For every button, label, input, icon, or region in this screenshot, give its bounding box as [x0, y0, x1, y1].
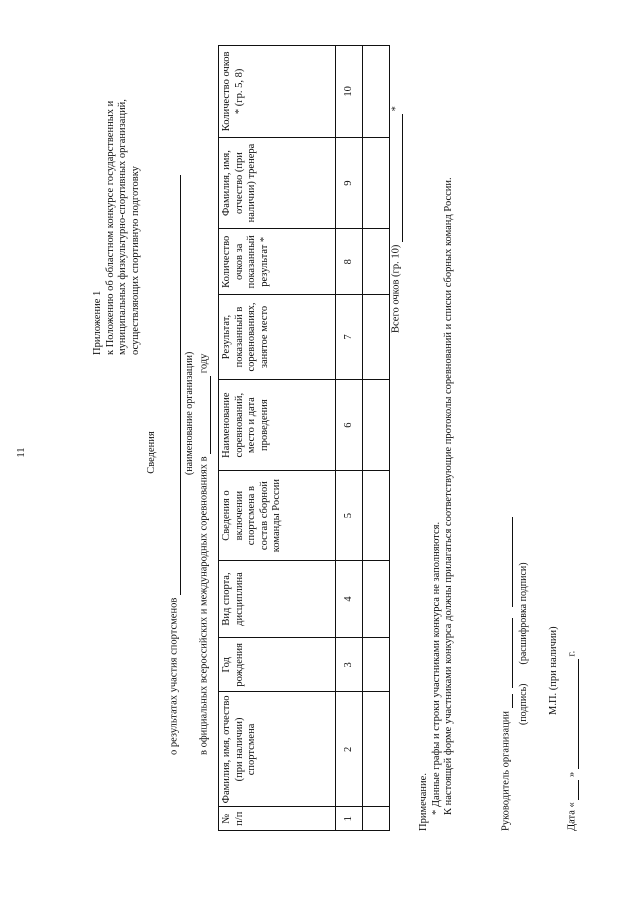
- about-text: о результатах участия спортсменов: [168, 597, 180, 755]
- month-blank: [566, 659, 579, 769]
- column-number: 9: [336, 137, 363, 229]
- column-number: 1: [336, 807, 363, 831]
- col-header: Количество очков за показанный результат *: [219, 229, 336, 295]
- sign-caption: (подпись): [518, 683, 529, 725]
- year-word: году: [198, 353, 210, 374]
- signature-blank: [500, 618, 513, 688]
- appendix-line-3: осуществляющих спортивную подготовку: [129, 166, 141, 355]
- signature-blank: [500, 694, 513, 708]
- signature-row: [500, 517, 513, 831]
- appendix-line-1: к Положению об областном конкурсе государственных и: [104, 100, 116, 355]
- table-cell: [363, 379, 390, 471]
- org-caption: (наименование организации): [184, 351, 195, 475]
- decode-caption: (расшифровка подписи): [518, 562, 529, 665]
- column-number: 4: [336, 560, 363, 638]
- col-header: № п/п: [219, 807, 336, 831]
- table-cell: [363, 46, 390, 138]
- results-table: [218, 45, 390, 831]
- day-blank: [566, 780, 579, 800]
- note-1: * Данные графы и строки участниками конкурса не заполняются.: [430, 521, 442, 815]
- column-number: 3: [336, 638, 363, 692]
- note-2: К настоящей форме участниками конкурса должны прилагаться соответствующие протоколы соревнований и списки сборных команд России.: [443, 177, 455, 815]
- table-number-row: [336, 46, 363, 831]
- date-suffix: г.: [566, 650, 578, 657]
- table-cell: [363, 471, 390, 560]
- appendix-title: Приложение 1: [92, 290, 103, 355]
- table-cell: [363, 807, 390, 831]
- stamp-place: М.П. (при наличии): [548, 626, 559, 715]
- column-number: 2: [336, 692, 363, 807]
- total-label: Всего очков (гр. 10): [390, 244, 402, 333]
- col-header: Результат, показанный в соревнованиях, занятое место: [219, 295, 336, 380]
- total-row: [390, 106, 403, 333]
- decode-blank: [500, 517, 513, 607]
- column-number: 7: [336, 295, 363, 380]
- col-header: Фамилия, имя, отчество (при наличии) тренера: [219, 137, 336, 229]
- org-name-blank: [168, 175, 181, 595]
- table-cell: [363, 560, 390, 638]
- notes-block: [418, 41, 456, 831]
- column-number: 6: [336, 379, 363, 471]
- col-header: Вид спорта, дисциплина: [219, 560, 336, 638]
- table-cell: [363, 638, 390, 692]
- column-number: 10: [336, 46, 363, 138]
- page-number: 11: [16, 447, 27, 458]
- signature-label: Руководитель организации: [500, 711, 512, 831]
- table-cell: [363, 229, 390, 295]
- table-row: [363, 46, 390, 831]
- col-header: Год рождения: [219, 638, 336, 692]
- appendix-block: [92, 40, 142, 355]
- total-blank: [390, 114, 403, 242]
- table-header-row: [219, 46, 336, 831]
- col-header: Фамилия, имя, отчество (при наличии) спортсмена: [219, 692, 336, 807]
- about-row: [168, 175, 181, 755]
- appendix-line-2: муниципальных физкультурно-спортивных организаций,: [117, 99, 129, 355]
- date-row: [566, 651, 579, 831]
- date-mid: »: [566, 771, 578, 777]
- table-cell: [363, 137, 390, 229]
- col-header: Сведения о включении спортсмена в состав сборной команды России: [219, 471, 336, 560]
- total-mark: *: [390, 106, 402, 112]
- col-header: Количество очков * (гр. 5, 8): [219, 46, 336, 138]
- signature-captions: [518, 562, 530, 725]
- column-number: 5: [336, 471, 363, 560]
- table-cell: [363, 295, 390, 380]
- document-heading: Сведения: [146, 431, 157, 474]
- competitions-text: в официальных всероссийских и международных соревнованиях в: [198, 456, 210, 755]
- competitions-row: [198, 354, 211, 755]
- notes-title: Примечание.: [418, 773, 429, 831]
- year-blank: [198, 376, 211, 454]
- col-header: Наименование соревнований, место и дата проведения: [219, 379, 336, 471]
- table-cell: [363, 692, 390, 807]
- date-prefix: Дата «: [566, 802, 578, 831]
- column-number: 8: [336, 229, 363, 295]
